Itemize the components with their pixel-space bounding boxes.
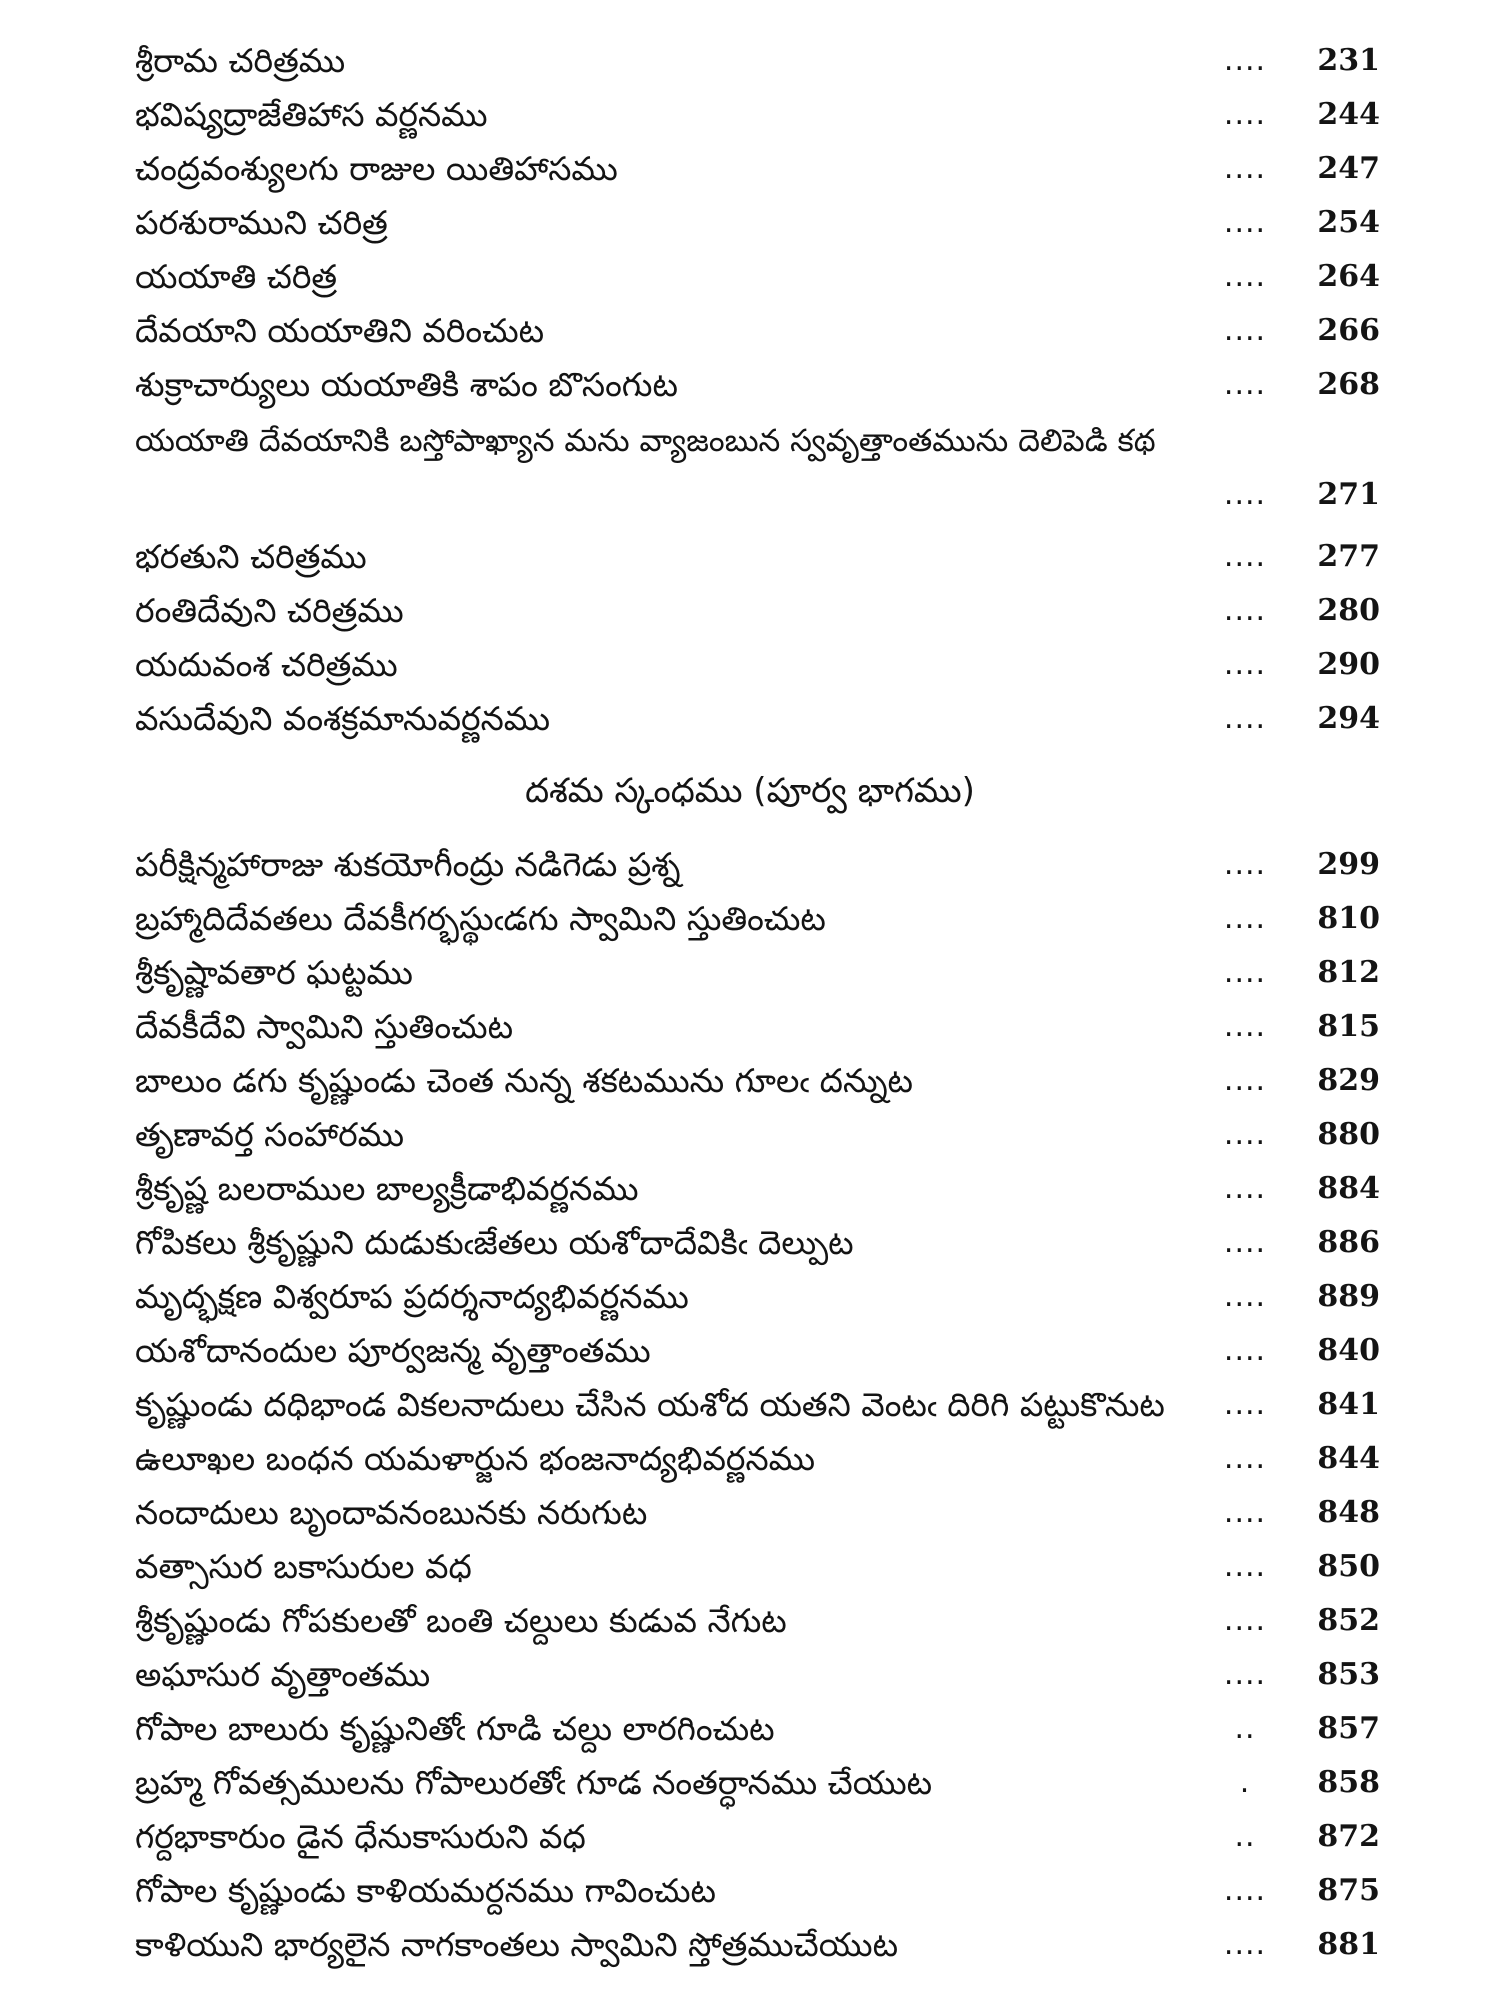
toc-entry xyxy=(0,196,1500,250)
toc-leader-dots: .. xyxy=(1234,1819,1256,1854)
toc-page-number: 840 xyxy=(1317,1333,1380,1368)
toc-page-number: 231 xyxy=(1317,43,1380,78)
toc-page-number: 844 xyxy=(1317,1441,1380,1476)
toc-page-number: 889 xyxy=(1317,1279,1380,1314)
toc-entry-title: రంతిదేవుని చరిత్రము xyxy=(135,591,404,630)
toc-page-number: 848 xyxy=(1317,1495,1380,1530)
toc-leader-dots: .... xyxy=(1223,1279,1267,1314)
toc-leader-dots: .... xyxy=(1223,367,1267,402)
toc-entry xyxy=(0,1000,1500,1054)
toc-leader-dots: .. xyxy=(1234,1711,1256,1746)
toc-entry-title: శుక్రాచార్యులు యయాతికి శాపం బొసంగుట xyxy=(135,365,678,404)
toc-entry-title: బాలుం డగు కృష్ణుండు చెంత నున్న శకటమును గూలఁ దన్నుట xyxy=(135,1061,914,1100)
toc-entry-title: యయాతి చరిత్ర xyxy=(135,257,338,296)
toc-leader-dots: .... xyxy=(1223,901,1267,936)
toc-leader-dots: .... xyxy=(1223,259,1267,294)
toc-page-number: 850 xyxy=(1317,1549,1380,1584)
toc-entry xyxy=(0,892,1500,946)
toc-entry xyxy=(0,638,1500,692)
toc-leader-dots: . xyxy=(1239,1765,1251,1800)
toc-leader-dots: .... xyxy=(1223,1225,1267,1260)
toc-entry-title: యయాతి దేవయానికి బస్తోపాఖ్యాన మను వ్యాజంబున స్వవృత్తాంతమును దెలిపెడి కథ xyxy=(135,423,1156,459)
toc-entry-title: మృద్భక్షణ విశ్వరూప ప్రదర్శనాద్యభివర్ణనము xyxy=(135,1277,689,1316)
toc-page-number: 881 xyxy=(1317,1927,1380,1962)
toc-entry-title: శ్రీకృష్ణ బలరాముల బాల్యక్రీడాభివర్ణనము xyxy=(135,1169,639,1208)
toc-leader-dots: .... xyxy=(1223,1549,1267,1584)
toc-leader-dots: .... xyxy=(1223,1117,1267,1152)
toc-entry-title: ఉలూఖల బంధన యమళార్జున భంజనాద్యభివర్ణనము xyxy=(135,1439,815,1478)
toc-page-number: 294 xyxy=(1317,701,1380,736)
toc-leader-dots: .... xyxy=(1223,313,1267,348)
toc-entry xyxy=(0,946,1500,1000)
toc-entry-title: గోపాల కృష్ణుండు కాళియమర్దనము గావించుట xyxy=(135,1871,717,1910)
toc-entry-title: దేవకీదేవి స్వామిని స్తుతించుట xyxy=(135,1007,514,1046)
toc-entry xyxy=(0,530,1500,584)
toc-page-number: 880 xyxy=(1317,1117,1380,1152)
toc-entry xyxy=(0,1756,1500,1810)
toc-entry-title: శ్రీకృష్ణుండు గోపకులతో బంతి చల్దులు కుడువ నేగుట xyxy=(135,1601,787,1640)
toc-leader-dots: .... xyxy=(1223,593,1267,628)
toc-entry-title: కృష్ణుండు దధిభాండ వికలనాదులు చేసిన యశోద యతని వెంటఁ దిరిగి పట్టుకొనుట xyxy=(135,1385,1165,1424)
toc-entry xyxy=(0,88,1500,142)
toc-entry-title: భరతుని చరిత్రము xyxy=(135,537,367,576)
toc-leader-dots: .... xyxy=(1223,1657,1267,1692)
toc-leader-dots: .... xyxy=(1223,1009,1267,1044)
toc-entry-title: యదువంశ చరిత్రము xyxy=(135,645,398,684)
toc-leader-dots: .... xyxy=(1223,1171,1267,1206)
toc-entry xyxy=(0,1324,1500,1378)
toc-leader-dots: .... xyxy=(1223,1495,1267,1530)
toc-entry xyxy=(0,250,1500,304)
toc-entry-title: కాళియుని భార్యలైన నాగకాంతలు స్వామిని స్తోత్రముచేయుట xyxy=(135,1925,899,1964)
toc-entry xyxy=(0,1108,1500,1162)
toc-page-number: 858 xyxy=(1317,1765,1380,1800)
toc-leader-dots: .... xyxy=(1223,955,1267,990)
toc-entry xyxy=(0,692,1500,746)
toc-page-number: 872 xyxy=(1317,1819,1380,1854)
toc-page-number: 266 xyxy=(1317,313,1380,348)
toc-leader-dots: .... xyxy=(1223,1603,1267,1638)
toc-entry-title: బ్రహ్మ గోవత్సములను గోపాలురతోఁ గూడ నంతర్ధానము చేయుట xyxy=(135,1763,933,1802)
toc-leader-dots: .... xyxy=(1223,1873,1267,1908)
toc-leader-dots: .... xyxy=(1223,847,1267,882)
toc-entry-title: భవిష్యద్రాజేతిహాస వర్ణనము xyxy=(135,95,488,134)
toc-entry-title: గర్దభాకారుం డైన ధేనుకాసురుని వధ xyxy=(135,1817,586,1856)
toc-page-number: 810 xyxy=(1317,901,1380,936)
toc-entry-title: తృణావర్త సంహారము xyxy=(135,1115,405,1154)
toc-page-number: 264 xyxy=(1317,259,1380,294)
toc-entry-title: అఘాసుర వృత్తాంతము xyxy=(135,1655,431,1694)
toc-leader-dots: .... xyxy=(1223,647,1267,682)
toc-page-number: 268 xyxy=(1317,367,1380,402)
toc-entry-title: నందాదులు బృందావనంబునకు నరుగుట xyxy=(135,1493,648,1532)
toc-leader-dots: .... xyxy=(1223,1927,1267,1962)
toc-entry xyxy=(0,1810,1500,1864)
toc-leader-dots: .... xyxy=(1223,701,1267,736)
toc-entry-title: శ్రీకృష్ణావతార ఘట్టము xyxy=(135,953,413,992)
toc-entry-title: గోపాల బాలురు కృష్ణునితోఁ గూడి చల్దు లారగించుట xyxy=(135,1709,775,1748)
toc-page-number: 884 xyxy=(1317,1171,1380,1206)
toc-leader-dots: .... xyxy=(1223,1063,1267,1098)
toc-entry xyxy=(0,584,1500,638)
toc-entry xyxy=(0,1864,1500,1918)
toc-entry-title: వత్సాసుర బకాసురుల వధ xyxy=(135,1547,472,1586)
toc-leader-dots: .... xyxy=(1223,97,1267,132)
toc-entry xyxy=(0,1270,1500,1324)
toc-entry-title: చంద్రవంశ్యులగు రాజుల యితిహాసము xyxy=(135,149,618,188)
toc-entry xyxy=(0,34,1500,88)
toc-entry xyxy=(0,1162,1500,1216)
toc-entry xyxy=(0,1486,1500,1540)
toc-page-number: 271 xyxy=(1317,477,1380,512)
toc-leader-dots: .... xyxy=(1223,205,1267,240)
toc-leader-dots: .... xyxy=(1223,1441,1267,1476)
section-heading: దశమ స్కంధము (పూర్వ భాగము) xyxy=(525,771,975,811)
toc-page-number: 829 xyxy=(1317,1063,1380,1098)
toc-leader-dots: .... xyxy=(1223,151,1267,186)
toc-entry-title: గోపికలు శ్రీకృష్ణుని దుడుకుఁజేతలు యశోదాదేవికిఁ దెల్పుట xyxy=(135,1223,854,1262)
toc-entry xyxy=(0,1918,1500,1972)
toc-entry xyxy=(0,1702,1500,1756)
toc-entry xyxy=(0,1594,1500,1648)
toc-page-number: 290 xyxy=(1317,647,1380,682)
toc-leader-dots: .... xyxy=(1223,1333,1267,1368)
toc-entry xyxy=(0,304,1500,358)
toc-page-number: 841 xyxy=(1317,1387,1380,1422)
toc-page-number: 886 xyxy=(1317,1225,1380,1260)
toc-entry-title: బ్రహ్మాదిదేవతలు దేవకీగర్భస్థుఁడగు స్వామిని స్తుతించుట xyxy=(135,899,826,938)
toc-entry-title: వసుదేవుని వంశక్రమానువర్ణనము xyxy=(135,699,551,738)
toc-entry xyxy=(0,1432,1500,1486)
toc-page-number: 244 xyxy=(1317,97,1380,132)
toc-entry xyxy=(0,1540,1500,1594)
toc-entry-title: పరశురాముని చరిత్ర xyxy=(135,203,388,242)
toc-entry-title: పరీక్షిన్మహారాజు శుకయోగీంద్రు నడిగెడు ప్రశ్న xyxy=(135,845,681,884)
toc-page-number: 857 xyxy=(1317,1711,1380,1746)
toc-entry-title: దేవయాని యయాతిని వరించుట xyxy=(135,311,545,350)
toc-entry-title: యశోదానందుల పూర్వజన్మ వృత్తాంతము xyxy=(135,1331,651,1370)
toc-page-number: 812 xyxy=(1317,955,1380,990)
toc-page-number: 299 xyxy=(1317,847,1380,882)
toc-entry-multiline xyxy=(0,414,1500,522)
toc-page-number: 247 xyxy=(1317,151,1380,186)
toc-entry xyxy=(0,1054,1500,1108)
toc-page-number: 815 xyxy=(1317,1009,1380,1044)
toc-page-number: 852 xyxy=(1317,1603,1380,1638)
toc-leader-dots: .... xyxy=(1223,539,1267,574)
toc-page-number: 254 xyxy=(1317,205,1380,240)
toc-leader-dots: .... xyxy=(1223,43,1267,78)
toc-entry xyxy=(0,838,1500,892)
toc-page-number: 280 xyxy=(1317,593,1380,628)
toc-page-number: 853 xyxy=(1317,1657,1380,1692)
toc-leader-dots: .... xyxy=(1223,1387,1267,1422)
toc-entry-title: శ్రీరామ చరిత్రము xyxy=(135,41,346,80)
toc-page-number: 875 xyxy=(1317,1873,1380,1908)
toc-entry xyxy=(0,142,1500,196)
toc-page-number: 277 xyxy=(1317,539,1380,574)
toc-entry xyxy=(0,1378,1500,1432)
toc-entry xyxy=(0,1216,1500,1270)
toc-entry xyxy=(0,358,1500,412)
toc-entry xyxy=(0,1648,1500,1702)
toc-leader-dots: .... xyxy=(1223,477,1267,512)
